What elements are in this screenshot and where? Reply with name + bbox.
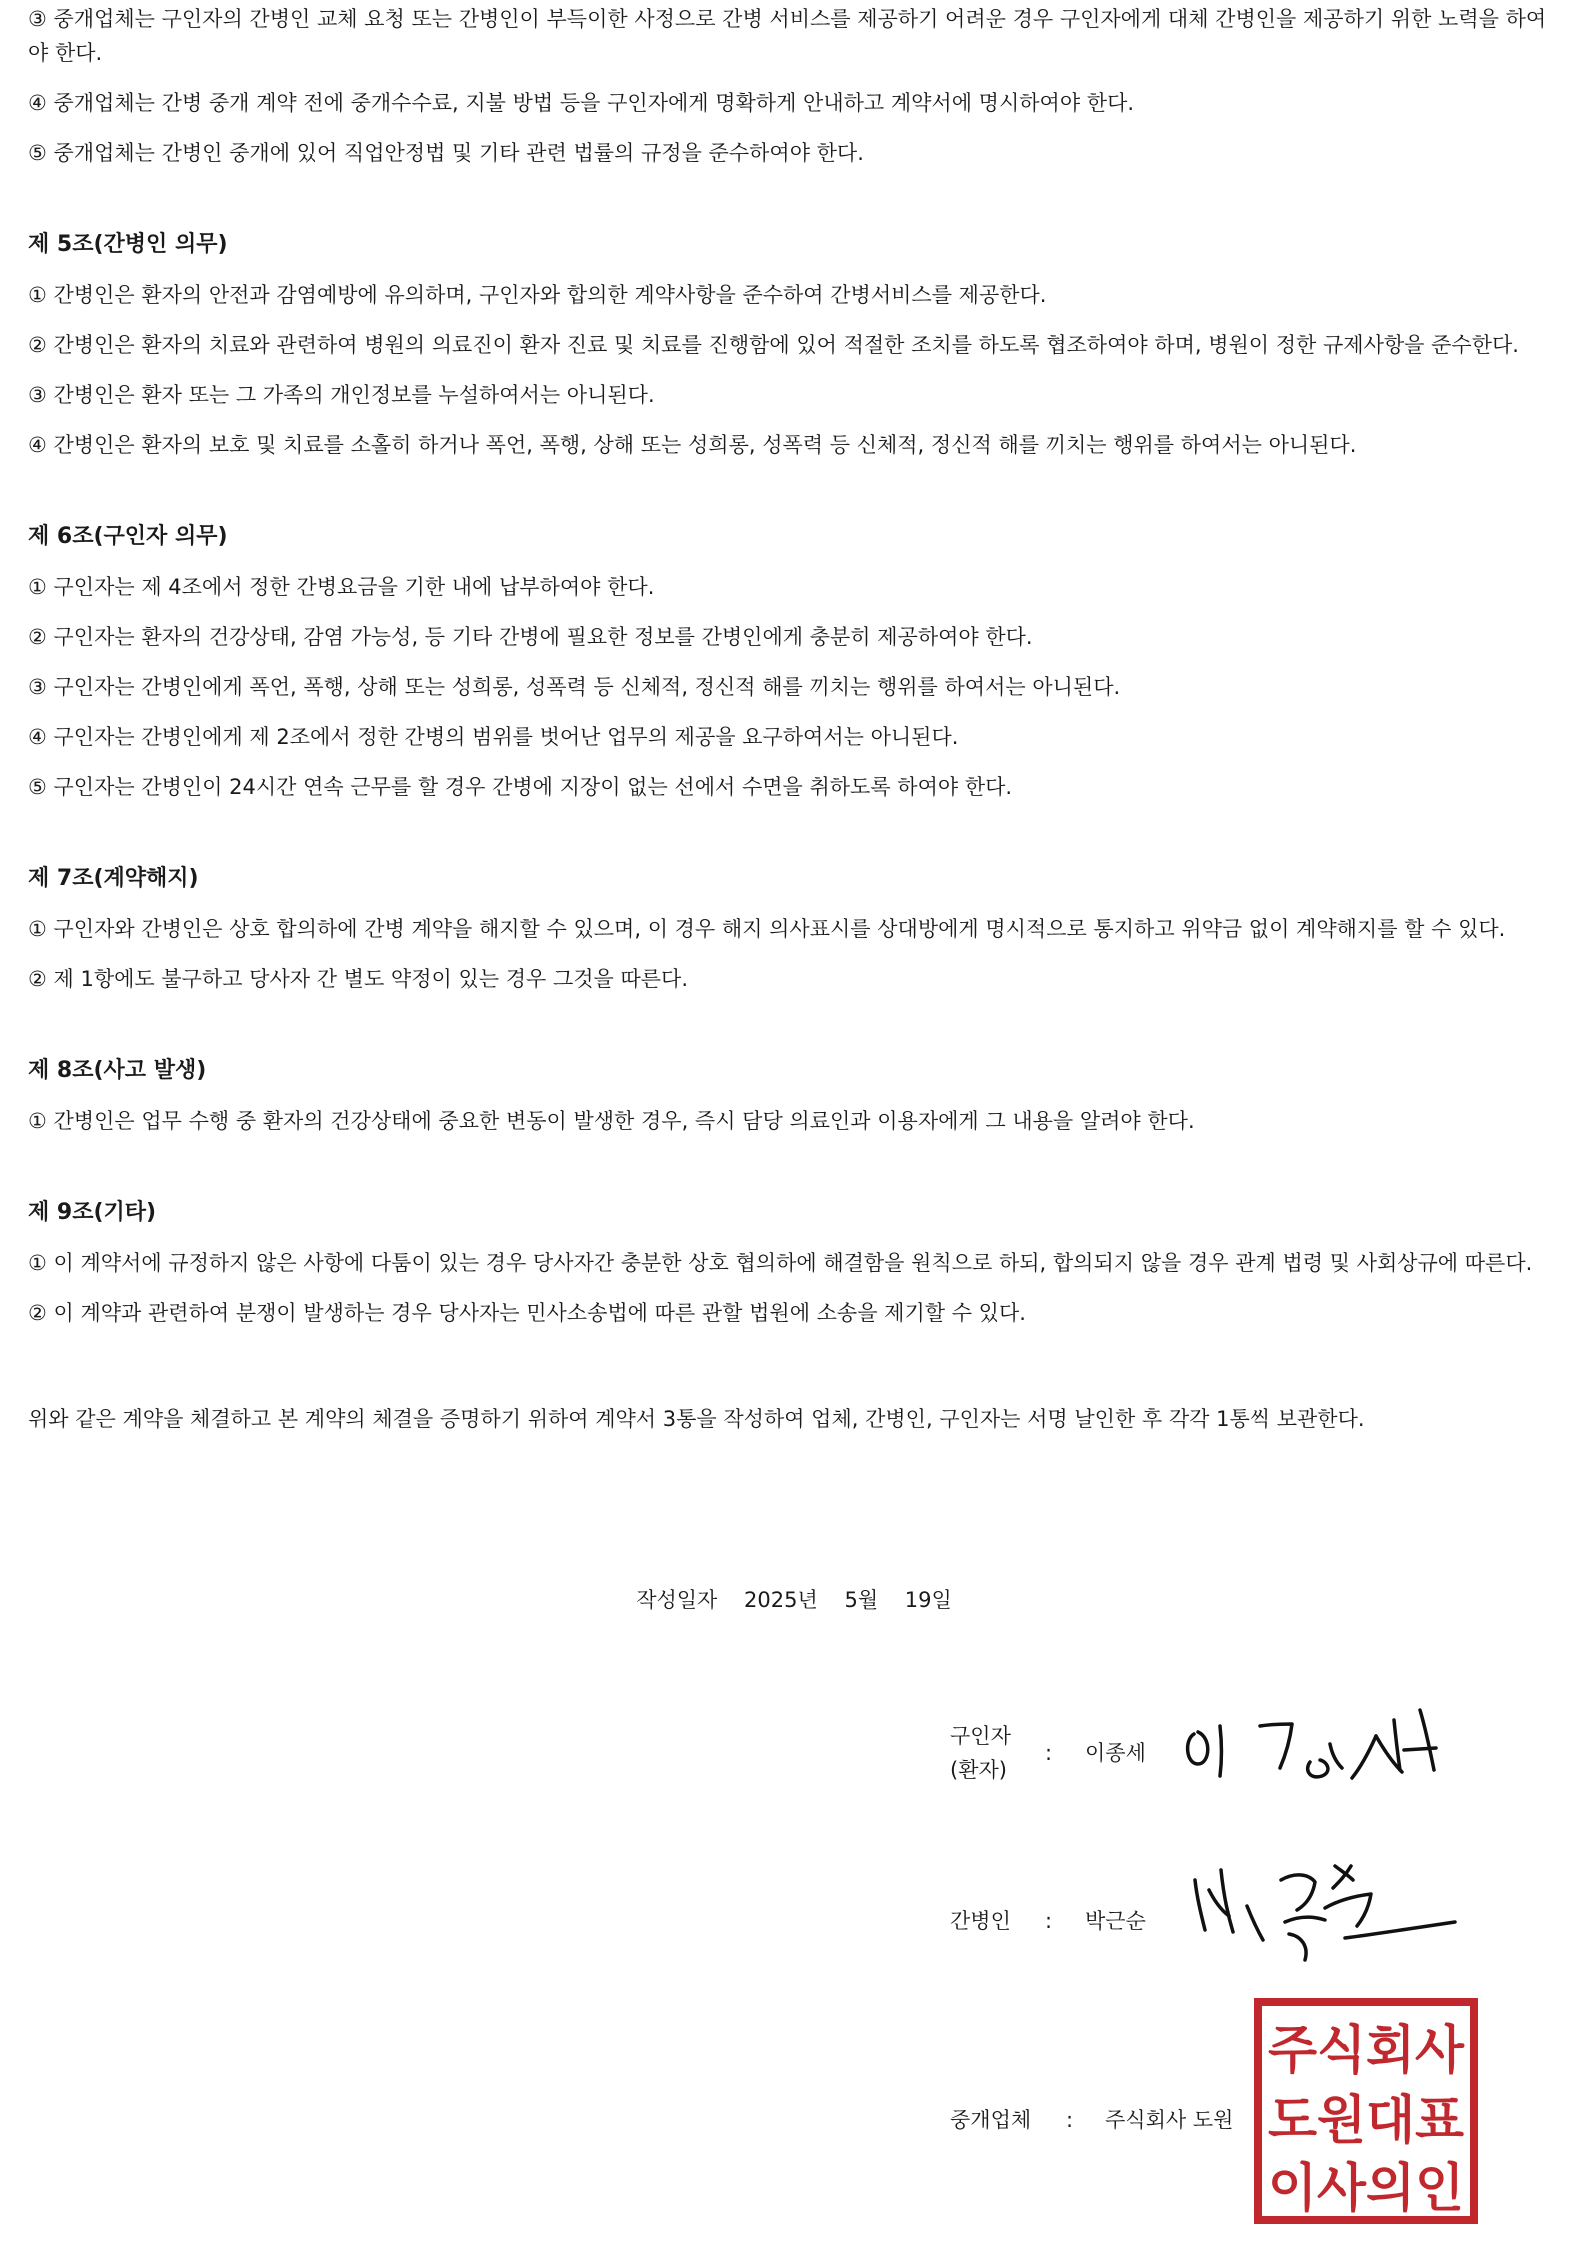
closing-statement: 위와 같은 계약을 체결하고 본 계약의 체결을 증명하기 위하여 계약서 3통을 작성하여 업체, 간병인, 구인자는 서명 날인한 후 각각 1통씩 보관한다. [28, 1407, 1365, 1431]
client-colon: : [1045, 1741, 1053, 1765]
caregiver-name: 박근순 [1085, 1909, 1146, 1933]
article-8-item-1: ① 간병인은 업무 수행 중 환자의 건강상태에 중요한 변동이 발생한 경우, 즉시 담당 의료인과 이용자에게 그 내용을 알려야 한다. [28, 1109, 1195, 1133]
client-label-line2: (환자) [950, 1758, 1007, 1782]
article-4-item-4: ④ 중개업체는 간병 중개 계약 전에 중개수수료, 지불 방법 등을 구인자에게 명확하게 안내하고 계약서에 명시하여야 한다. [28, 91, 1135, 115]
contract-body [28, 0, 1558, 1452]
agency-label: 중개업체 [950, 2108, 1032, 2132]
article-5-item-2: ② 간병인은 환자의 치료와 관련하여 병원의 의료진이 환자 진료 및 치료를 진행함에 있어 적절한 조치를 하도록 협조하여야 하며, 병원이 정한 규제사항을 준수한다. [28, 333, 1519, 357]
article-4-item-5: ⑤ 중개업체는 간병인 중개에 있어 직업안정법 및 기타 관련 법률의 규정을 준수하여야 한다. [28, 141, 864, 165]
article-7 [28, 862, 1558, 996]
article-9-title: 제 9조(기타) [28, 1200, 157, 1225]
article-4-continuation [28, 2, 1558, 170]
article-7-title: 제 7조(계약해지) [28, 866, 199, 891]
article-6-item-4: ④ 구인자는 간병인에게 제 2조에서 정한 간병의 범위를 벗어난 업무의 제공을 요구하여서는 아니된다. [28, 725, 959, 749]
seal-row-1: 주식회사 [1268, 2021, 1465, 2081]
article-9 [28, 1196, 1558, 1330]
client-label [950, 1719, 1011, 1787]
article-5-item-1: ① 간병인은 환자의 안전과 감염예방에 유의하며, 구인자와 합의한 계약사항을 준수하여 간병서비스를 제공한다. [28, 283, 1047, 307]
article-9-item-1: ① 이 계약서에 규정하지 않은 사항에 다툼이 있는 경우 당사자간 충분한 상호 협의하에 해결함을 원칙으로 하되, 합의되지 않을 경우 관계 법령 및 사회상규에 따른다. [28, 1251, 1533, 1275]
article-8-title: 제 8조(사고 발생) [28, 1058, 207, 1083]
seal-row-2: 도원대표 [1268, 2091, 1464, 2151]
article-6 [28, 520, 1558, 804]
caregiver-signature [1185, 1850, 1565, 1980]
date-year: 2025년 [744, 1588, 818, 1612]
article-5-item-3: ③ 간병인은 환자 또는 그 가족의 개인정보를 누설하여서는 아니된다. [28, 383, 655, 407]
caregiver-label: 간병인 [950, 1909, 1011, 1933]
article-5-item-4: ④ 간병인은 환자의 보호 및 치료를 소홀히 하거나 폭언, 폭행, 상해 또는 성희롱, 성폭력 등 신체적, 정신적 해를 끼치는 행위를 하여서는 아니된다. [28, 433, 1357, 457]
article-9-item-2: ② 이 계약과 관련하여 분쟁이 발생하는 경우 당사자는 민사소송법에 따른 관할 법원에 소송을 제기할 수 있다. [28, 1301, 1026, 1325]
caregiver-colon: : [1045, 1909, 1053, 1933]
client-signature [1180, 1690, 1540, 1800]
article-6-title: 제 6조(구인자 의무) [28, 524, 228, 549]
date-day: 19일 [904, 1588, 952, 1612]
agency-colon: : [1066, 2108, 1074, 2132]
article-6-item-5: ⑤ 구인자는 간병인이 24시간 연속 근무를 할 경우 간병에 지장이 없는 선에서 수면을 취하도록 하여야 한다. [28, 775, 1013, 799]
date-month: 5월 [844, 1588, 879, 1612]
article-5-title: 제 5조(간병인 의무) [28, 232, 228, 257]
article-7-item-2: ② 제 1항에도 불구하고 당사자 간 별도 약정이 있는 경우 그것을 따른다. [28, 967, 689, 991]
date-label: 작성일자 [636, 1588, 718, 1612]
article-6-item-2: ② 구인자는 환자의 건강상태, 감염 가능성, 등 기타 간병에 필요한 정보를 간병인에게 충분히 제공하여야 한다. [28, 625, 1033, 649]
client-name: 이종세 [1085, 1741, 1146, 1765]
article-6-item-1: ① 구인자는 제 4조에서 정한 간병요금을 기한 내에 납부하여야 한다. [28, 575, 655, 599]
article-7-item-1: ① 구인자와 간병인은 상호 합의하에 간병 계약을 해지할 수 있으며, 이 경우 해지 의사표시를 상대방에게 명시적으로 통지하고 위약금 없이 계약해지를 할 수 있다. [28, 917, 1506, 941]
article-5 [28, 228, 1558, 462]
contract-date [0, 1583, 1588, 1617]
agency-name: 주식회사 도원 [1105, 2108, 1234, 2132]
article-4-item-3: ③ 중개업체는 구인자의 간병인 교체 요청 또는 간병인이 부득이한 사정으로 간병 서비스를 제공하기 어려운 경우 구인자에게 대체 간병인을 제공하기 위한 노력을 하여야 한다. [28, 7, 1547, 65]
seal-row-3: 이사의인 [1268, 2159, 1464, 2219]
company-seal-stamp [1254, 1998, 1478, 2224]
article-6-item-3: ③ 구인자는 간병인에게 폭언, 폭행, 상해 또는 성희롱, 성폭력 등 신체적, 정신적 해를 끼치는 행위를 하여서는 아니된다. [28, 675, 1121, 699]
article-8 [28, 1054, 1558, 1138]
client-label-line1: 구인자 [950, 1724, 1011, 1748]
